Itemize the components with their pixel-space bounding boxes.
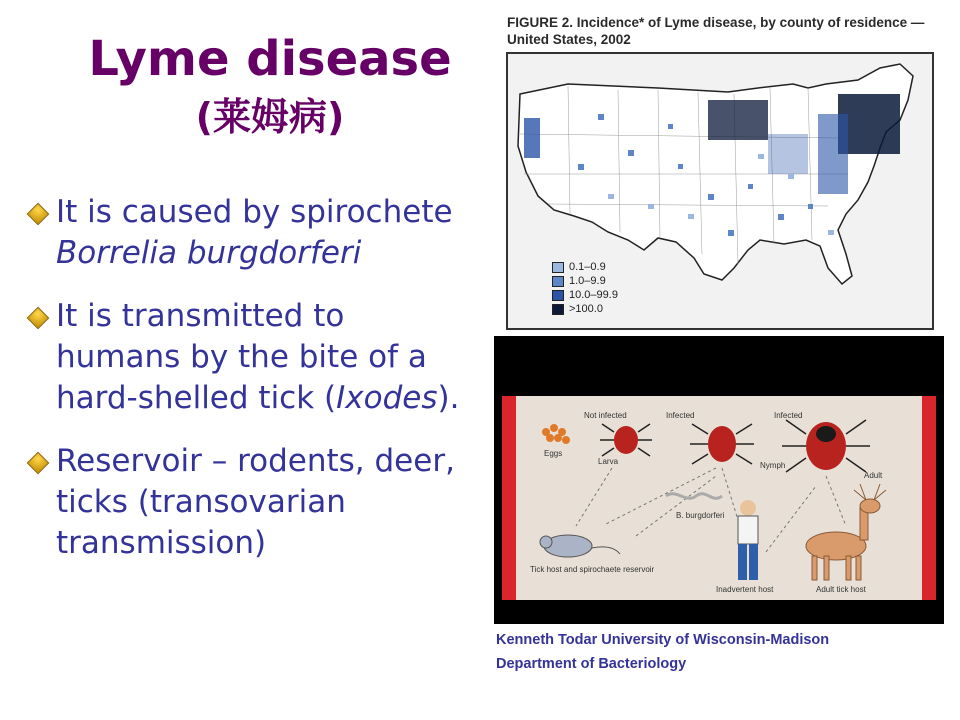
label-not-infected: Not infected — [584, 411, 627, 420]
legend-row — [552, 274, 618, 288]
bullet-list — [22, 192, 462, 586]
life-cycle-poster — [502, 396, 936, 600]
map-legend — [552, 260, 618, 316]
legend-label: 1.0–9.9 — [569, 275, 606, 287]
human-icon — [738, 500, 758, 580]
legend-swatch — [552, 276, 564, 287]
deer-icon — [806, 484, 886, 580]
legend-label: >100.0 — [569, 303, 603, 315]
legend-label: 10.0–99.9 — [569, 289, 618, 301]
label-larva: Larva — [598, 457, 619, 466]
legend-row — [552, 302, 618, 316]
life-cycle-diagram — [516, 396, 922, 600]
legend-row — [552, 260, 618, 274]
label-eggs: Eggs — [544, 449, 563, 458]
slide-title: Lyme disease — [88, 31, 452, 87]
label-human: Inadvertent host — [716, 585, 774, 594]
slide-subtitle: (莱姆病) — [195, 95, 345, 139]
nymph-tick-icon — [690, 424, 754, 464]
label-infected-2: Infected — [774, 411, 803, 420]
legend-swatch — [552, 304, 564, 315]
credit-line-1: Kenneth Todar University of Wisconsin-Madison — [496, 632, 830, 648]
spirochete-icon — [666, 494, 722, 499]
eggs-icon — [542, 424, 570, 444]
adult-tick-icon — [782, 420, 870, 472]
image-credit — [496, 628, 956, 676]
us-incidence-map — [506, 52, 934, 330]
map-caption: FIGURE 2. Incidence* of Lyme disease, by county of residence — United States, 2002 — [507, 15, 925, 47]
bullet-italic: Ixodes — [336, 380, 438, 416]
bullet-text: Reservoir – rodents, deer, ticks (transovarian transmission) — [56, 443, 455, 561]
legend-label: 0.1–0.9 — [569, 261, 606, 273]
label-nymph: Nymph — [760, 461, 786, 470]
bullet-italic: Borrelia burgdorferi — [56, 235, 362, 271]
credit-line-2: Department of Bacteriology — [496, 656, 687, 672]
legend-swatch — [552, 262, 564, 273]
transmission-arrows — [576, 468, 846, 552]
label-infected-1: Infected — [666, 411, 695, 420]
tick-life-cycle-photo — [494, 336, 944, 624]
label-mouse: Tick host and spirochaete reservoir — [530, 565, 655, 574]
diamond-bullet-icon — [27, 307, 50, 330]
label-deer: Adult tick host — [816, 585, 866, 594]
diamond-bullet-icon — [27, 203, 50, 226]
legend-swatch — [552, 290, 564, 301]
bullet-item — [22, 441, 462, 564]
larva-tick-icon — [600, 424, 652, 456]
label-adult: Adult — [864, 471, 883, 480]
bullet-text: It is caused by spirochete — [56, 194, 453, 230]
diamond-bullet-icon — [27, 452, 50, 475]
legend-row — [552, 288, 618, 302]
label-borrelia: B. burgdorferi — [676, 511, 725, 520]
bullet-text: It is transmitted to humans by the bite of a hard-shelled tick ( — [56, 298, 427, 416]
bullet-text-post: ). — [437, 380, 460, 416]
mouse-icon — [540, 535, 620, 557]
bullet-item — [22, 192, 462, 274]
bullet-item — [22, 296, 462, 419]
